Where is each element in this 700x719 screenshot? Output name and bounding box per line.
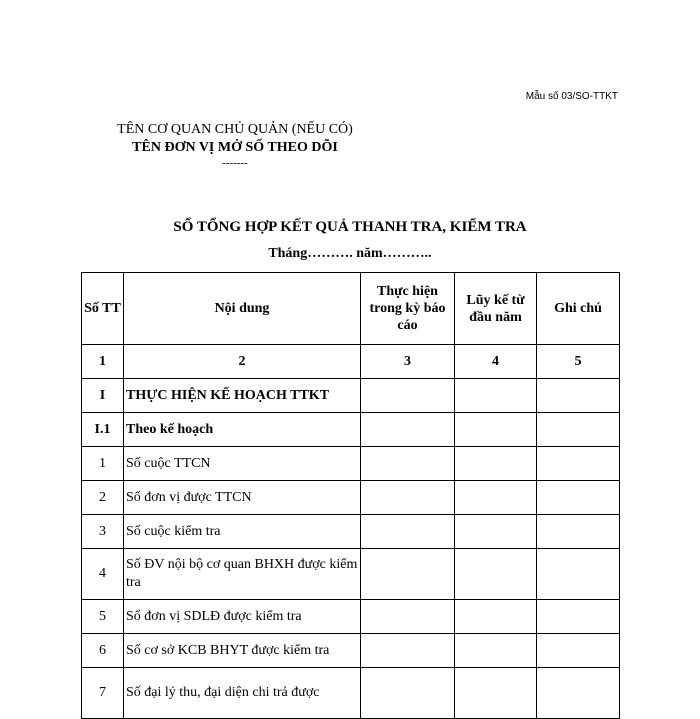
row-cell-notes — [537, 668, 620, 719]
column-header-stt: Số TT — [82, 273, 124, 345]
row-cell-notes — [537, 481, 620, 515]
row-cell-current-period — [361, 600, 455, 634]
table-row — [82, 634, 620, 668]
row-cell-notes — [537, 413, 620, 447]
table-row — [82, 447, 620, 481]
row-cell-cumulative — [455, 481, 537, 515]
row-cell-cumulative — [455, 447, 537, 481]
table-row — [82, 379, 620, 413]
report-period: Tháng………. năm……….. — [268, 246, 432, 261]
row-content: Số cuộc kiểm tra — [124, 515, 361, 549]
row-stt: 4 — [82, 549, 124, 600]
row-content: Số cuộc TTCN — [124, 447, 361, 481]
row-stt: I.1 — [82, 413, 124, 447]
row-cell-cumulative — [455, 515, 537, 549]
row-cell-notes — [537, 515, 620, 549]
row-cell-current-period — [361, 668, 455, 719]
document-header — [90, 121, 380, 169]
parent-agency-name: TÊN CƠ QUAN CHỦ QUẢN (NẾU CÓ) — [117, 122, 353, 137]
row-stt: I — [82, 379, 124, 413]
row-cell-current-period — [361, 379, 455, 413]
column-header-current-period: Thực hiện trong kỳ báo cáo — [361, 273, 455, 345]
row-content: Số cơ sở KCB BHYT được kiểm tra — [124, 634, 361, 668]
row-stt: 5 — [82, 600, 124, 634]
table-row — [82, 413, 620, 447]
row-cell-current-period — [361, 515, 455, 549]
row-cell-cumulative — [455, 413, 537, 447]
row-stt: 6 — [82, 634, 124, 668]
row-stt: 3 — [82, 515, 124, 549]
row-cell-notes — [537, 447, 620, 481]
document-title: SỔ TỔNG HỢP KẾT QUẢ THANH TRA, KIỂM TRA — [173, 219, 527, 235]
row-cell-current-period — [361, 447, 455, 481]
row-stt: 2 — [82, 481, 124, 515]
column-number: 2 — [124, 345, 361, 379]
row-cell-notes — [537, 549, 620, 600]
row-cell-current-period — [361, 634, 455, 668]
row-cell-notes — [537, 600, 620, 634]
row-content: Theo kế hoạch — [124, 413, 361, 447]
row-cell-cumulative — [455, 600, 537, 634]
row-cell-current-period — [361, 481, 455, 515]
column-number-row — [82, 345, 620, 379]
column-number: 3 — [361, 345, 455, 379]
form-code: Mẫu số 03/SO-TTKT — [525, 91, 618, 102]
column-header-content: Nội dung — [124, 273, 361, 345]
row-content: Số đơn vị được TTCN — [124, 481, 361, 515]
report-table — [81, 272, 620, 719]
row-cell-current-period — [361, 413, 455, 447]
table-row — [82, 481, 620, 515]
row-cell-cumulative — [455, 634, 537, 668]
row-cell-current-period — [361, 549, 455, 600]
row-cell-notes — [537, 634, 620, 668]
column-header-notes: Ghi chú — [537, 273, 620, 345]
table-row — [82, 600, 620, 634]
table-row — [82, 668, 620, 719]
column-number: 5 — [537, 345, 620, 379]
row-stt: 7 — [82, 668, 124, 719]
row-cell-cumulative — [455, 549, 537, 600]
row-content: Số đại lý thu, đại diện chi trả được — [124, 668, 361, 719]
row-content: Số ĐV nội bộ cơ quan BHXH được kiểm tra — [124, 549, 361, 600]
row-cell-cumulative — [455, 379, 537, 413]
row-content: Số đơn vị SDLĐ được kiểm tra — [124, 600, 361, 634]
table-header-row — [82, 273, 620, 345]
header-divider: ------- — [222, 157, 248, 169]
row-cell-notes — [537, 379, 620, 413]
table-row — [82, 549, 620, 600]
table-row — [82, 515, 620, 549]
row-content: THỰC HIỆN KẾ HOẠCH TTKT — [124, 379, 361, 413]
row-cell-cumulative — [455, 668, 537, 719]
column-number: 4 — [455, 345, 537, 379]
unit-name: TÊN ĐƠN VỊ MỞ SỐ THEO DÕI — [132, 140, 338, 155]
row-stt: 1 — [82, 447, 124, 481]
column-number: 1 — [82, 345, 124, 379]
column-header-cumulative: Lũy kế từ đầu năm — [455, 273, 537, 345]
